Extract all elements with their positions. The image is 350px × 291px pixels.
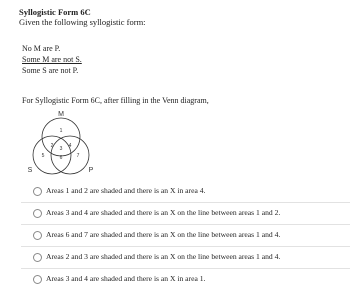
option-label: Areas 2 and 3 are shaded and there is an X on the line between areas 1 and 4. [46, 252, 281, 261]
radio-button[interactable] [33, 187, 42, 196]
option-label: Areas 3 and 4 are shaded and there is an X in area 1. [46, 274, 206, 283]
area-label-6: 6 [59, 155, 63, 161]
premise-major: No M are P. [22, 44, 61, 53]
radio-button[interactable] [33, 209, 42, 218]
option-label: Areas 3 and 4 are shaded and there is an X on the line between areas 1 and 2. [46, 208, 281, 217]
problem-title: Syllogistic Form 6C [19, 7, 91, 17]
conclusion: Some S are not P. [22, 66, 79, 75]
radio-button[interactable] [33, 253, 42, 262]
area-label-3: 3 [59, 146, 63, 152]
given-text: Given the following syllogistic form: [19, 17, 146, 27]
premise-minor: Some M are not S. [22, 55, 82, 64]
label-s: S [27, 167, 33, 174]
radio-button[interactable] [33, 231, 42, 240]
area-label-2: 2 [50, 143, 54, 149]
area-label-4: 4 [68, 143, 72, 149]
question-text: For Syllogistic Form 6C, after filling in the Venn diagram, [22, 96, 209, 105]
option-label: Areas 6 and 7 are shaded and there is an X on the line between areas 1 and 4. [46, 230, 281, 239]
option-label: Areas 1 and 2 are shaded and there is an X in area 4. [46, 186, 206, 195]
label-p: P [88, 167, 94, 174]
area-label-1: 1 [59, 128, 63, 134]
answer-option[interactable] [33, 181, 350, 203]
area-label-7: 7 [76, 153, 80, 159]
answer-option[interactable] [33, 247, 350, 269]
radio-button[interactable] [33, 275, 42, 284]
circle-p [51, 136, 89, 174]
answer-options [33, 181, 350, 291]
answer-option[interactable] [33, 225, 350, 247]
label-m: M [58, 111, 64, 118]
answer-option[interactable] [33, 203, 350, 225]
circle-s [33, 136, 71, 174]
area-label-5: 5 [41, 153, 45, 159]
